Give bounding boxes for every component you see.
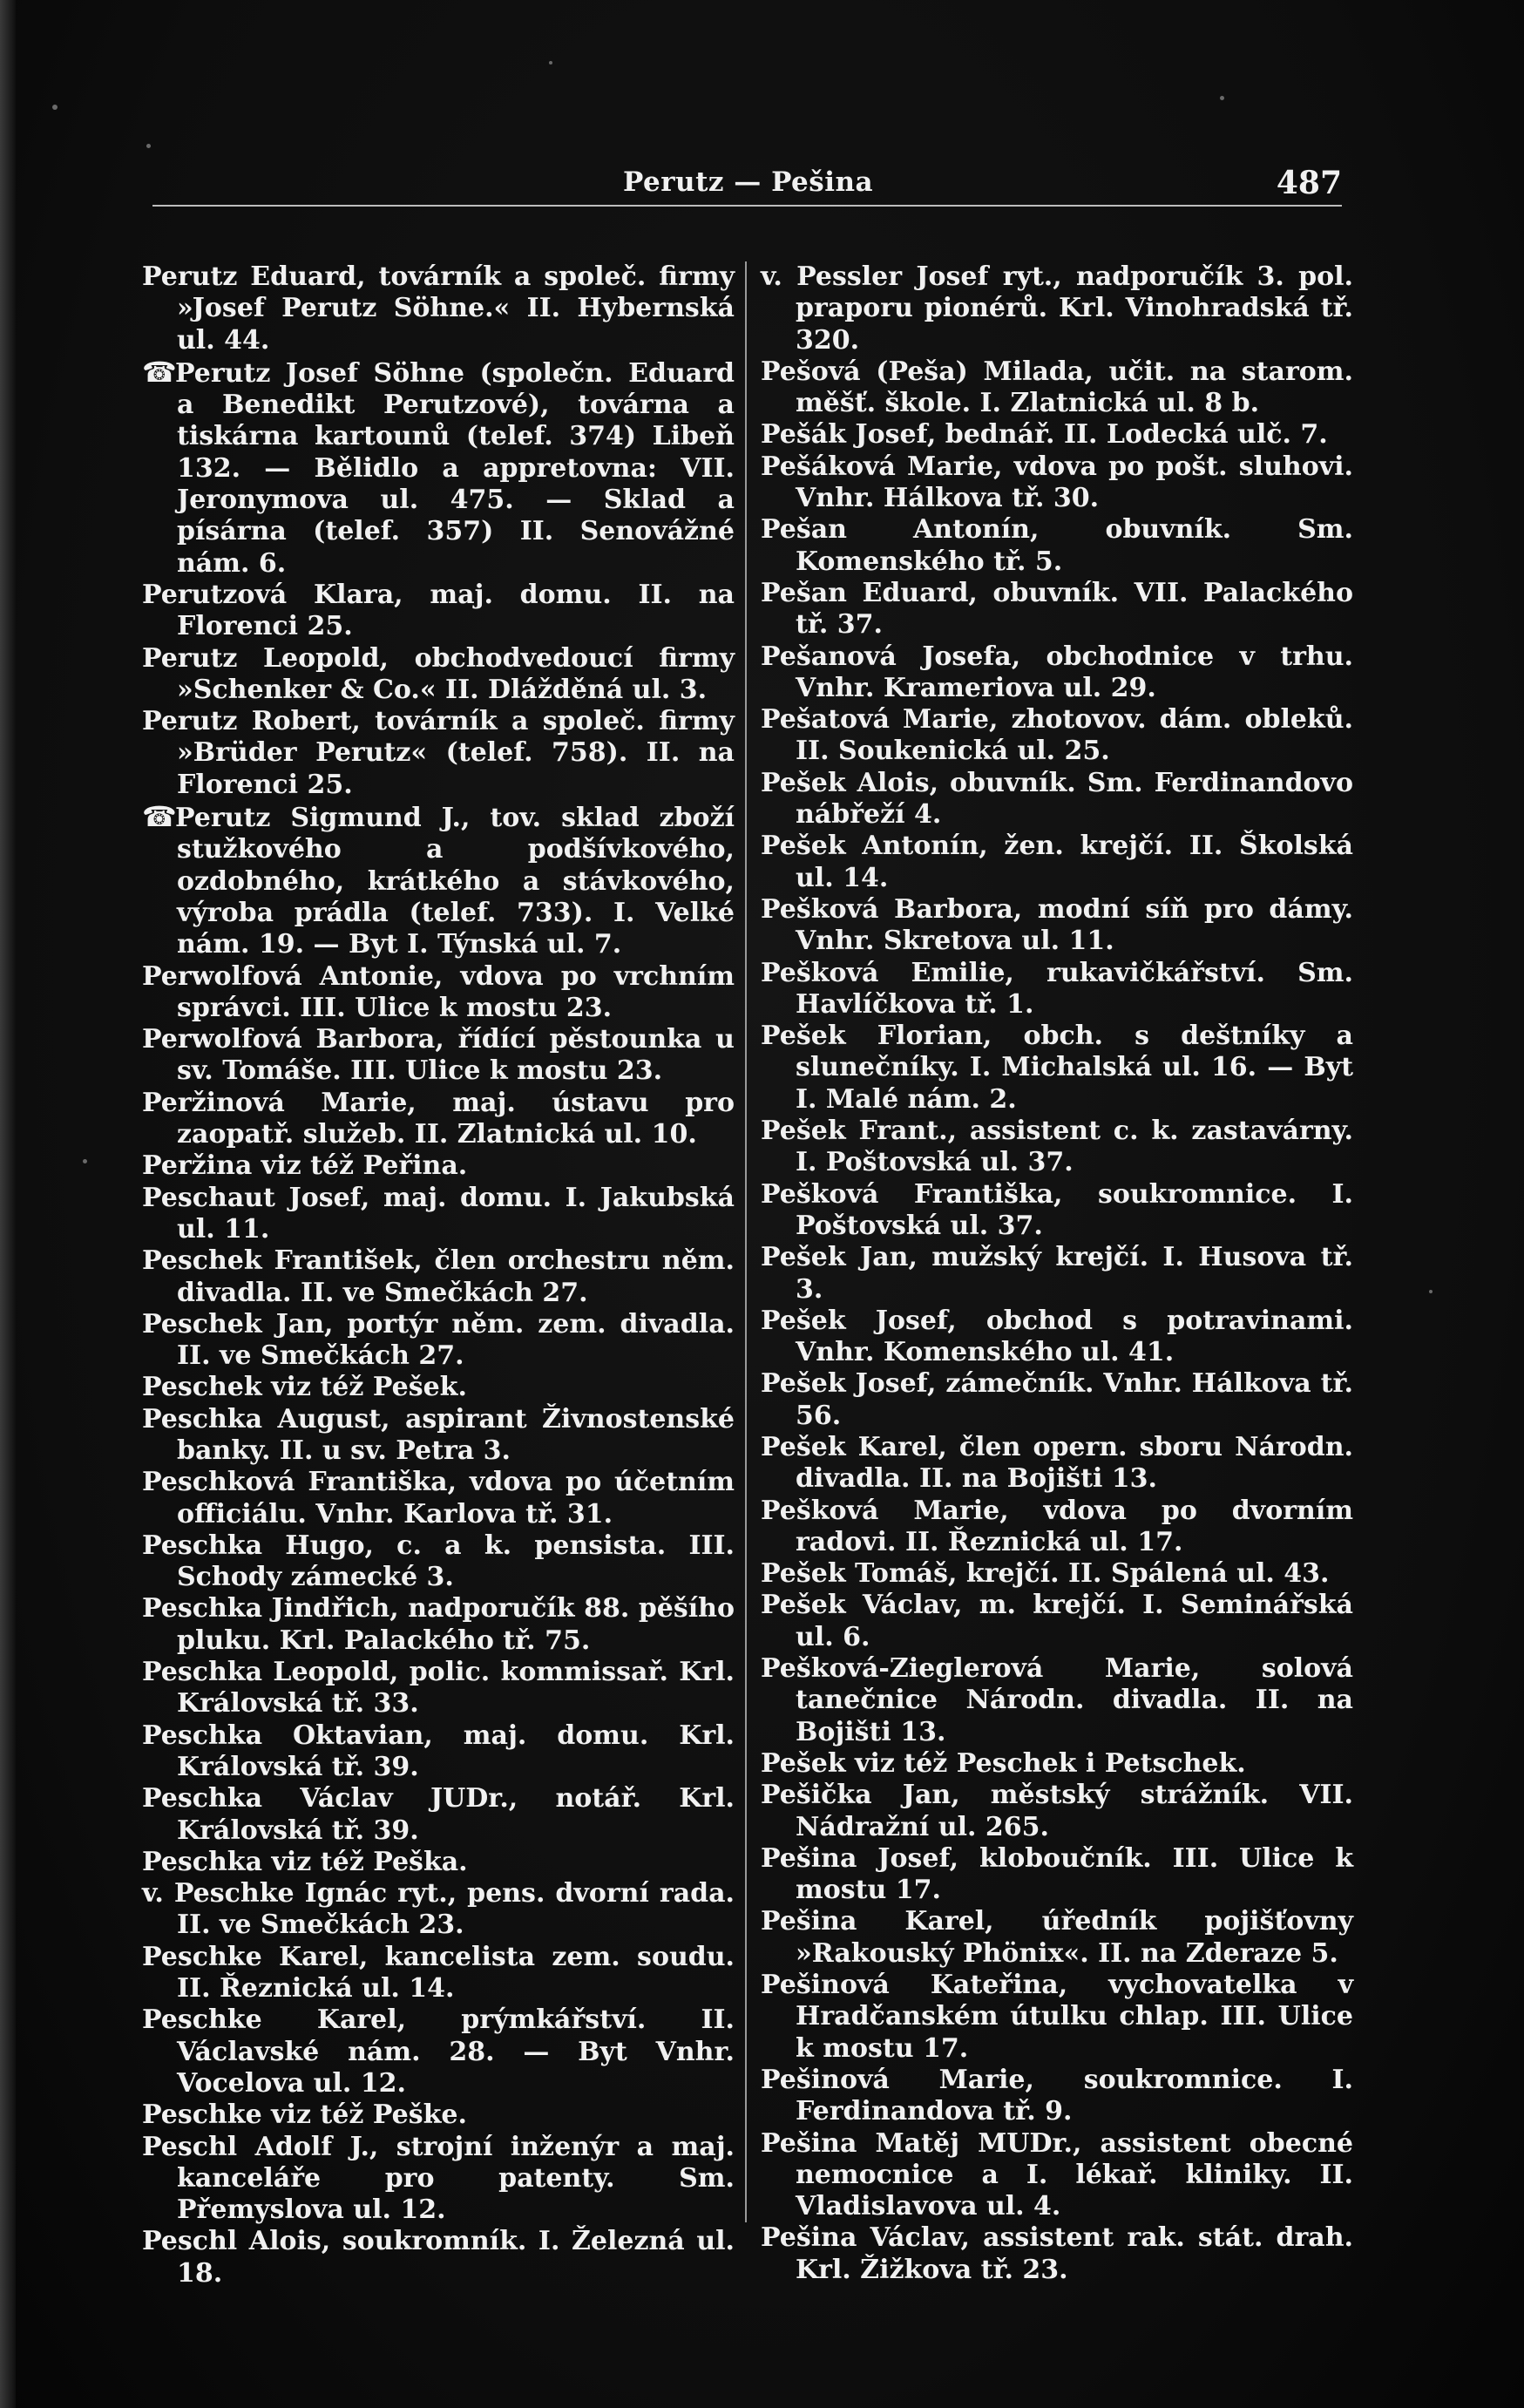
directory-entry: Pešek Josef, obchod s potravinami. Vnhr. Komenského ul. 41. <box>761 1305 1353 1368</box>
directory-entry: Peschková Františka, vdova po účetním officiálu. Vnhr. Karlova tř. 31. <box>142 1467 735 1530</box>
directory-entry: Peschke viz též Peške. <box>142 2099 467 2131</box>
directory-entry: Perwolfová Antonie, vdova po vrchním správci. III. Ulice k mostu 23. <box>142 960 735 1023</box>
directory-entry: Peržinová Marie, maj. ústavu pro zaopatř. služeb. II. Zlatnická ul. 10. <box>142 1087 735 1150</box>
directory-entry: Pešek Tomáš, krejčí. II. Spálená ul. 43. <box>761 1558 1330 1590</box>
directory-entry: Pešáková Marie, vdova po pošt. sluhovi. Vnhr. Hálkova tř. 30. <box>761 451 1353 514</box>
scan-edge <box>0 0 16 2408</box>
directory-entry: Pešan Eduard, obuvník. VII. Palackého tř. 37. <box>761 577 1353 641</box>
directory-entry: Peschka Jindřich, nadporučík 88. pěšího pluku. Krl. Palackého tř. 75. <box>142 1593 735 1656</box>
directory-entry: Pešek Karel, člen opern. sboru Národn. divadla. II. na Bojišti 13. <box>761 1431 1353 1495</box>
directory-entry: Pešová (Peša) Milada, učit. na starom. měšť. škole. I. Zlatnická ul. 8 b. <box>761 356 1353 419</box>
directory-entry: Pešková-Zieglerová Marie, solová tanečnice Národn. divadla. II. na Bojišti 13. <box>761 1653 1353 1747</box>
left-column <box>142 261 735 2289</box>
directory-entry: ☎ Perutz Josef Söhne (společn. Eduard a Benedikt Perutzové), továrna a tiskárna kartounů (telef. 374) Libeň 132. — Bělidlo a appretovna: VII. Jeronymova ul. 475. — Sklad a písárna (telef. 357) II. Senovážné nám. 6. <box>142 356 735 580</box>
directory-entry: Pešková Emilie, rukavičkářství. Sm. Havlíčkova tř. 1. <box>761 957 1353 1020</box>
directory-entry: Pešková Františka, soukromnice. I. Poštovská ul. 37. <box>761 1178 1353 1241</box>
column-divider <box>745 261 747 2222</box>
scan-speck <box>1220 96 1224 100</box>
directory-entry: Peschek František, člen orchestru něm. divadla. II. ve Smečkách 27. <box>142 1245 735 1308</box>
directory-entry: Peschka Oktavian, maj. domu. Krl. Královská tř. 39. <box>142 1720 735 1782</box>
directory-entry: Pešek viz též Peschek i Petschek. <box>761 1747 1246 1779</box>
scan-speck <box>52 105 58 110</box>
directory-entry: Pešina Karel, úředník pojišťovny »Rakouský Phönix«. II. na Zderaze 5. <box>761 1906 1353 1969</box>
directory-entry: Peschka Leopold, polic. kommissař. Krl. Královská tř. 33. <box>142 1657 735 1720</box>
directory-entry: Peschek viz též Pešek. <box>142 1372 467 1403</box>
directory-entry: Pešková Marie, vdova po dvorním radovi. II. Řeznická ul. 17. <box>761 1495 1353 1557</box>
page-number: 487 <box>1276 165 1342 201</box>
directory-entry: Peschka viz též Peška. <box>142 1846 468 1877</box>
directory-entry: Pešanová Josefa, obchodnice v trhu. Vnhr. Krameriova ul. 29. <box>761 641 1353 703</box>
directory-entry: ☎ Perutz Sigmund J., tov. sklad zboží stužkového a podšívkového, ozdobného, krátkého a stávkového, výroba prádla (telef. 733). I. Velké nám. 19. — Byt I. Týnská ul. 7. <box>142 801 735 960</box>
directory-entry: Pešek Frant., assistent c. k. zastavárny. I. Poštovská ul. 37. <box>761 1116 1353 1178</box>
directory-entry: Pešinová Marie, soukromnice. I. Ferdinandova tř. 9. <box>761 2064 1353 2127</box>
directory-entry: Peržina viz též Peřina. <box>142 1150 468 1182</box>
right-column <box>761 261 1353 2286</box>
scan-speck <box>83 1159 87 1163</box>
directory-entry: Pešková Barbora, modní síň pro dámy. Vnhr. Skretova ul. 11. <box>761 893 1353 957</box>
directory-entry: Pešek Josef, zámečník. Vnhr. Hálkova tř. 56. <box>761 1368 1353 1431</box>
directory-entry: Pešek Alois, obuvník. Sm. Ferdinandovo nábřeží 4. <box>761 767 1353 831</box>
directory-entry: Pešinová Kateřina, vychovatelka v Hradčanském útulku chlap. III. Ulice k mostu 17. <box>761 1970 1353 2064</box>
directory-entry: Perutzová Klara, maj. domu. II. na Florenci 25. <box>142 579 735 642</box>
scan-speck <box>146 144 151 148</box>
directory-entry: Pešek Jan, mužský krejčí. I. Husova tř. 3. <box>761 1242 1353 1305</box>
directory-entry: Peschke Karel, kancelista zem. soudu. II. Řeznická ul. 14. <box>142 1941 735 2004</box>
directory-entry: Peschka August, aspirant Živnostenské banky. II. u sv. Petra 3. <box>142 1403 735 1466</box>
directory-entry: Pešatová Marie, zhotovov. dám. obleků. II. Soukenická ul. 25. <box>761 704 1353 767</box>
directory-entry: Peschek Jan, portýr něm. zem. divadla. II. ve Smečkách 27. <box>142 1308 735 1372</box>
page-header <box>152 161 1342 207</box>
scan-speck <box>549 61 552 64</box>
directory-entry: Pešan Antonín, obuvník. Sm. Komenského tř. 5. <box>761 514 1353 577</box>
directory-entry: Pešek Florian, obch. s deštníky a slunečníky. I. Michalská ul. 16. — Byt I. Malé nám. 2. <box>761 1021 1353 1115</box>
directory-entry: Peschl Alois, soukromník. I. Železná ul. 18. <box>142 2226 735 2289</box>
directory-entry: Peschka Hugo, c. a k. pensista. III. Schody zámecké 3. <box>142 1530 735 1593</box>
directory-entry: Pešina Matěj MUDr., assistent obecné nemocnice a I. lékař. kliniky. II. Vladislavova ul. 4. <box>761 2127 1353 2222</box>
directory-entry: Peschka Václav JUDr., notář. Krl. Královská tř. 39. <box>142 1783 735 1846</box>
directory-entry: Pešek Antonín, žen. krejčí. II. Školská ul. 14. <box>761 831 1353 893</box>
directory-entry: Peschke Karel, prýmkářství. II. Václavské nám. 28. — Byt Vnhr. Vocelova ul. 12. <box>142 2004 735 2099</box>
directory-entry: v. Pessler Josef ryt., nadporučík 3. pol. praporu pionérů. Krl. Vinohradská tř. 320. <box>761 261 1353 356</box>
directory-entry: v. Peschke Ignác ryt., pens. dvorní rada. II. ve Smečkách 23. <box>142 1878 735 1941</box>
directory-entry: Pešička Jan, městský strážník. VII. Nádražní ul. 265. <box>761 1780 1353 1842</box>
directory-entry: Perutz Leopold, obchodvedoucí firmy »Schenker & Co.« II. Dlážděná ul. 3. <box>142 642 735 705</box>
running-head: Perutz — Pešina <box>623 166 874 198</box>
directory-entry: Peschl Adolf J., strojní inženýr a maj. kanceláře pro patenty. Sm. Přemyslova ul. 12. <box>142 2131 735 2226</box>
directory-entry: Perutz Eduard, továrník a společ. firmy »Josef Perutz Söhne.« II. Hybernská ul. 44. <box>142 261 735 356</box>
directory-entry: Perutz Robert, továrník a společ. firmy »Brüder Perutz« (telef. 758). II. na Florenci 25. <box>142 706 735 800</box>
scan-speck <box>1429 1290 1433 1293</box>
directory-entry: Pešina Václav, assistent rak. stát. drah. Krl. Žižkova tř. 23. <box>761 2222 1353 2285</box>
directory-entry: Pešák Josef, bednář. II. Lodecká ulč. 7. <box>761 419 1328 451</box>
directory-entry: Perwolfová Barbora, řídící pěstounka u sv. Tomáše. III. Ulice k mostu 23. <box>142 1024 735 1087</box>
directory-entry: Pešek Václav, m. krejčí. I. Seminářská ul. 6. <box>761 1590 1353 1652</box>
directory-entry: Peschaut Josef, maj. domu. I. Jakubská ul. 11. <box>142 1182 735 1245</box>
directory-entry: Pešina Josef, kloboučník. III. Ulice k mostu 17. <box>761 1842 1353 1906</box>
